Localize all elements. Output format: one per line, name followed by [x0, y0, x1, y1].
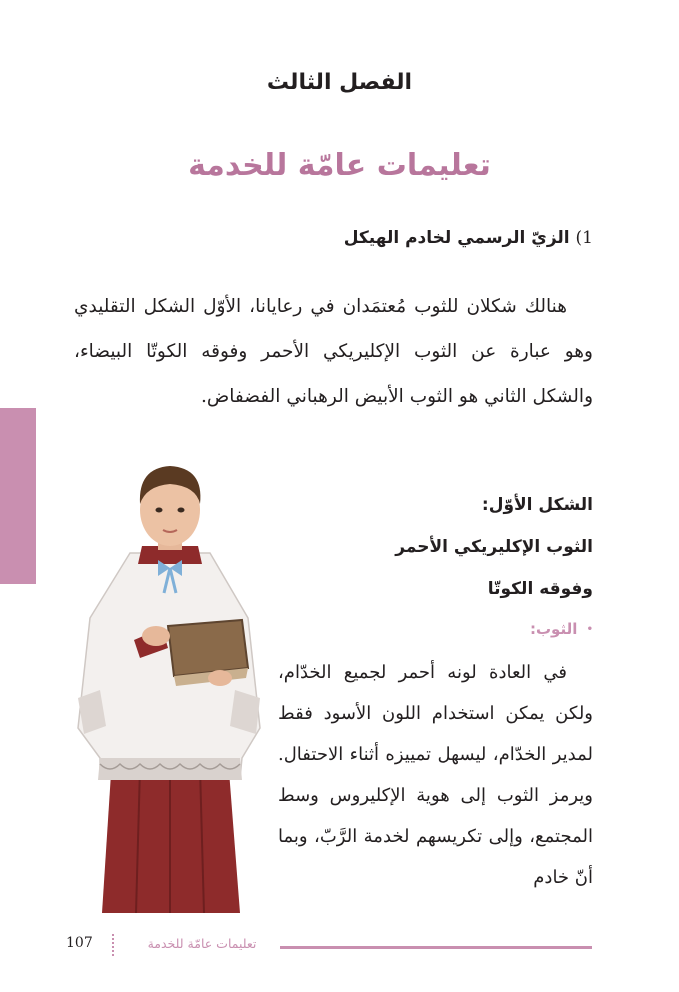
robe-subheading-label: الثوب: [529, 620, 578, 638]
footer-running-title: تعليمات عامّة للخدمة [147, 936, 257, 951]
robe-subheading [393, 620, 593, 638]
bullet-icon: • [586, 624, 593, 635]
altar-boy-figure [70, 458, 270, 918]
footer-dotted-separator [112, 934, 116, 956]
section-heading-text: الزيّ الرسمي لخادم الهيكل [343, 228, 570, 248]
section-number: 1) [575, 228, 593, 248]
section-heading [93, 228, 593, 248]
footer-divider [280, 946, 592, 949]
shape-heading-line-1: الشكل الأوّل: [481, 495, 593, 515]
main-title: تعليمات عامّة للخدمة [188, 148, 491, 183]
intro-paragraph [74, 284, 593, 419]
shape-heading-line-2: الثوب الإكليريكي الأحمر [395, 537, 593, 557]
chapter-title: الفصل الثالث [266, 70, 413, 95]
shape-heading [293, 484, 593, 610]
robe-paragraph-text: في العادة لونه أحمر لجميع الخدّام، ولكن يمكن استخدام اللون الأسود فقط لمدير الخدّام، ليسهل تمييزه أثناء الاحتفال. ويرمز الثوب إلى هوية الإكليروس وسط المجتمع، وإلى تكريسهم لخدمة الرَّبّ، وبما أنّ خادم [278, 662, 593, 888]
intro-paragraph-text: هنالك شكلان للثوب مُعتمَدان في رعايانا، الأوّل الشكل التقليدي وهو عبارة عن الثوب الإكليريكي الأحمر وفوقه الكوتّا البيضاء، والشكل الثاني هو الثوب الأبيض الرهباني الفضفاض. [74, 296, 593, 407]
page-number: 107 [66, 935, 93, 951]
side-tab-marker [0, 408, 36, 584]
robe-paragraph [278, 652, 593, 898]
shape-heading-line-3: وفوقه الكوتّا [487, 579, 593, 599]
